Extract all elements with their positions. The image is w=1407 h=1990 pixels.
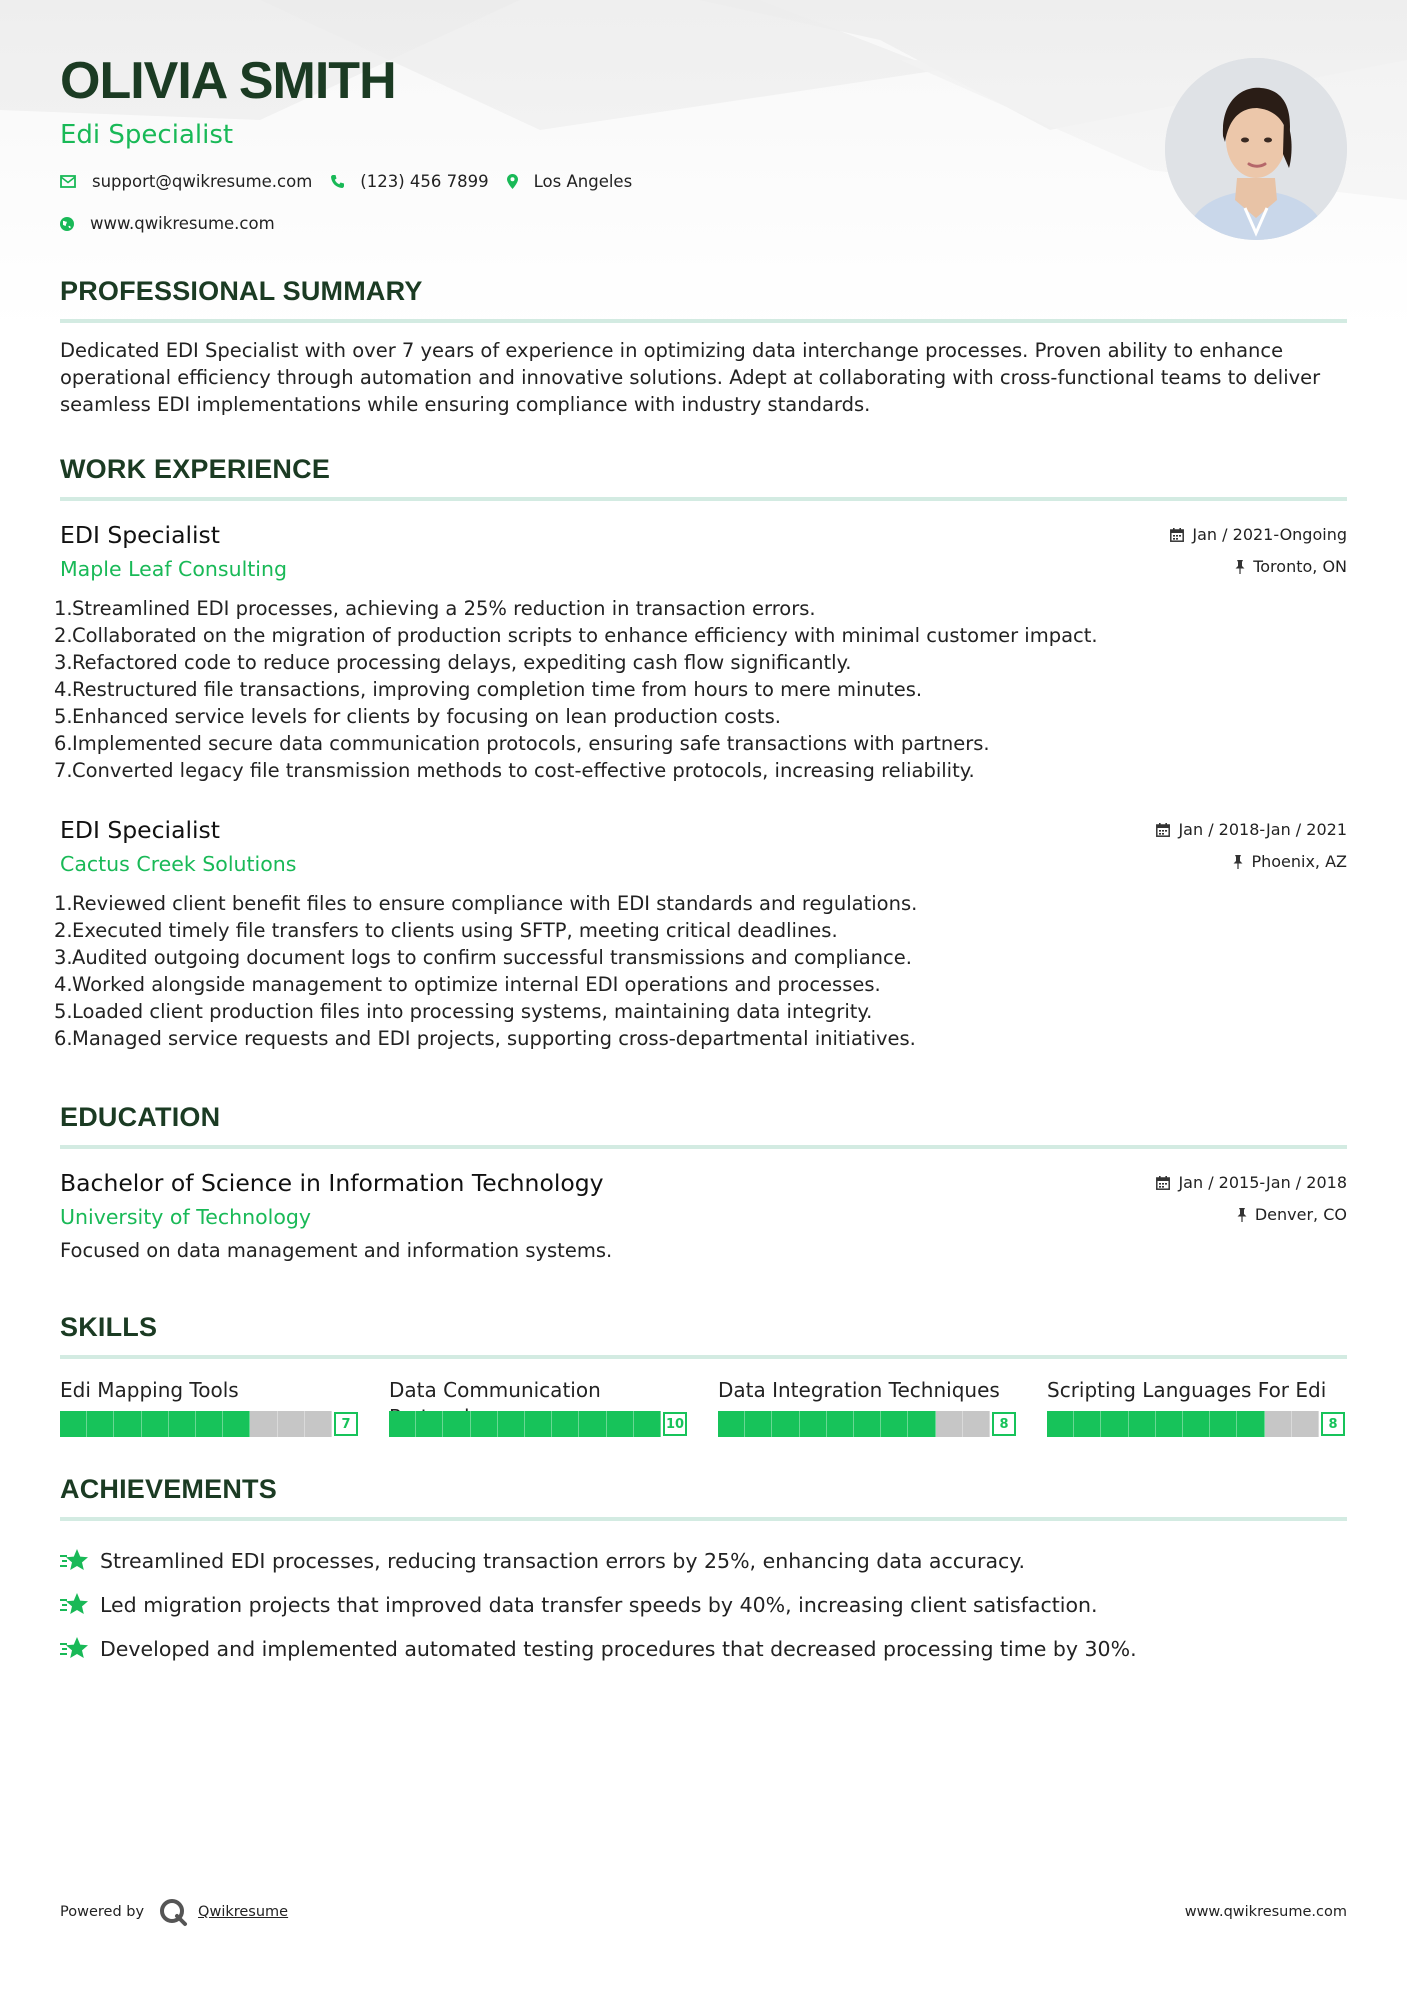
job-date	[1170, 525, 1347, 544]
section-title-achievements: ACHIEVEMENTS	[60, 1474, 277, 1504]
skill-segment	[471, 1411, 498, 1437]
skill-segment	[1129, 1411, 1156, 1437]
summary-text: Dedicated EDI Specialist with over 7 years of experience in optimizing data interchange processes. Proven ability to enhance operational efficiency through automation and innovative solutions. Adept at collaborating with cross-functional teams to deliver seamless EDI implementations while ensuring compliance with industry standards.	[60, 339, 1321, 416]
list-number: 7.	[54, 759, 73, 782]
contact-website	[60, 214, 275, 233]
section-divider	[60, 319, 1347, 323]
education-entry	[60, 1167, 1347, 1262]
education-description: Focused on data management and information systems.	[60, 1239, 613, 1262]
achievement-text: Developed and implemented automated testing procedures that decreased processing time by 30%.	[100, 1637, 1137, 1661]
skill-segment	[250, 1411, 277, 1437]
globe-icon	[60, 217, 74, 231]
skill-segment	[745, 1411, 772, 1437]
contact-phone	[330, 172, 488, 191]
list-number: 4.	[54, 973, 73, 996]
skill-segment	[1183, 1411, 1210, 1437]
list-item	[54, 730, 1347, 757]
skill-segment	[498, 1411, 525, 1437]
skill-segment	[1101, 1411, 1128, 1437]
pushpin-icon	[1233, 855, 1243, 869]
list-item	[54, 757, 1347, 784]
list-item-text: Worked alongside management to optimize internal EDI operations and processes.	[72, 973, 881, 996]
skill-segment	[1237, 1411, 1264, 1437]
skill-score-badge: 8	[1321, 1412, 1345, 1436]
powered-by	[60, 1897, 288, 1927]
job-list	[54, 519, 1347, 1052]
skill-name: Scripting Languages For Edi	[1047, 1378, 1327, 1402]
achievement-text: Led migration projects that improved data transfer speeds by 40%, increasing client satisfaction.	[100, 1593, 1098, 1617]
candidate-name: OLIVIA SMITH	[60, 52, 396, 110]
star-achievement-icon	[60, 1548, 88, 1574]
skill-segment	[881, 1411, 908, 1437]
skill-segment	[579, 1411, 606, 1437]
skill-item	[60, 1377, 360, 1438]
brand-link[interactable]: Qwikresume	[198, 1904, 289, 1920]
section-title-summary: PROFESSIONAL SUMMARY	[60, 276, 423, 306]
skill-segment	[552, 1411, 579, 1437]
achievement-item	[60, 1583, 1347, 1627]
job-location-text: Phoenix, AZ	[1251, 852, 1347, 871]
skill-segment	[718, 1411, 745, 1437]
section-title-experience: WORK EXPERIENCE	[60, 454, 331, 484]
list-number: 6.	[54, 1027, 73, 1050]
qwikresume-logo-icon	[158, 1897, 188, 1927]
job-date-text: Jan / 2021-Ongoing	[1192, 525, 1347, 544]
skill-segment	[908, 1411, 935, 1437]
job-title: EDI Specialist	[60, 521, 221, 549]
skill-name: Data Integration Techniques	[718, 1378, 1000, 1402]
calendar-icon	[1170, 528, 1184, 542]
skill-segment	[1047, 1411, 1074, 1437]
contact-email	[60, 172, 312, 191]
list-item-text: Audited outgoing document logs to confirm successful transmissions and compliance.	[72, 946, 912, 969]
responsibility-list	[54, 595, 1347, 784]
resume-header	[60, 0, 1347, 250]
skill-item	[1047, 1377, 1347, 1438]
job-entry	[54, 814, 1347, 1052]
list-number: 3.	[54, 946, 73, 969]
list-item	[54, 971, 1347, 998]
list-number: 1.	[54, 892, 73, 915]
skill-score-badge: 10	[663, 1412, 687, 1436]
summary-section	[60, 276, 1347, 418]
skill-segment	[634, 1411, 661, 1437]
pushpin-icon	[1237, 1208, 1247, 1222]
job-title: EDI Specialist	[60, 816, 221, 844]
contact-row-website	[60, 214, 293, 233]
skill-segments	[718, 1411, 990, 1437]
list-item	[54, 1025, 1347, 1052]
pushpin-icon	[1235, 560, 1245, 574]
list-item-text: Reviewed client benefit files to ensure compliance with EDI standards and regulations.	[72, 892, 918, 915]
job-header	[60, 814, 1347, 882]
skills-section	[60, 1312, 1347, 1438]
envelope-icon	[60, 175, 76, 188]
skill-segment	[525, 1411, 552, 1437]
list-number: 2.	[54, 624, 73, 647]
list-item-text: Collaborated on the migration of production scripts to enhance efficiency with minimal customer impact.	[72, 624, 1098, 647]
section-divider	[60, 1145, 1347, 1149]
experience-section	[54, 454, 1347, 1052]
phone-icon	[330, 174, 344, 189]
email-text[interactable]: support@qwikresume.com	[92, 172, 313, 191]
list-item	[54, 703, 1347, 730]
website-text[interactable]: www.qwikresume.com	[90, 214, 275, 233]
profile-photo	[1165, 58, 1347, 240]
list-number: 3.	[54, 651, 73, 674]
skill-segment	[278, 1411, 305, 1437]
candidate-title: Edi Specialist	[60, 120, 234, 150]
list-number: 5.	[54, 1000, 73, 1023]
skill-segment	[772, 1411, 799, 1437]
skill-segment	[963, 1411, 990, 1437]
star-achievement-icon	[60, 1592, 88, 1618]
job-entry	[54, 519, 1347, 784]
skill-score-badge: 7	[334, 1412, 358, 1436]
location-text: Los Angeles	[533, 172, 633, 191]
skill-segment	[223, 1411, 250, 1437]
skill-segment	[443, 1411, 470, 1437]
list-item	[54, 649, 1347, 676]
company-name: Cactus Creek Solutions	[60, 852, 297, 876]
footer-website[interactable]: www.qwikresume.com	[1184, 1904, 1347, 1920]
skill-segment	[389, 1411, 416, 1437]
list-item	[54, 676, 1347, 703]
achievements-section	[60, 1474, 1347, 1671]
skill-segment	[1074, 1411, 1101, 1437]
list-item-text: Implemented secure data communication protocols, ensuring safe transactions with partners.	[72, 732, 990, 755]
skill-score-badge: 8	[992, 1412, 1016, 1436]
list-item-text: Restructured file transactions, improving completion time from hours to mere minutes.	[72, 678, 923, 701]
skill-segment	[854, 1411, 881, 1437]
achievement-list	[60, 1539, 1347, 1671]
skill-segment	[196, 1411, 223, 1437]
list-number: 1.	[54, 597, 73, 620]
skill-segment	[305, 1411, 332, 1437]
list-item-text: Enhanced service levels for clients by focusing on lean production costs.	[72, 705, 781, 728]
skill-segment	[827, 1411, 854, 1437]
skill-item	[389, 1377, 689, 1438]
skill-rating-bar	[60, 1410, 360, 1438]
responsibility-list	[54, 890, 1347, 1052]
calendar-icon	[1156, 1176, 1170, 1190]
job-date-text: Jan / 2018-Jan / 2021	[1178, 820, 1347, 839]
skill-rating-bar	[1047, 1410, 1347, 1438]
company-name: Maple Leaf Consulting	[60, 557, 288, 581]
list-number: 6.	[54, 732, 73, 755]
skill-item	[718, 1377, 1018, 1438]
skill-segment	[800, 1411, 827, 1437]
contact-location	[507, 172, 633, 191]
list-number: 4.	[54, 678, 73, 701]
skill-segments	[389, 1411, 661, 1437]
skills-grid	[60, 1377, 1347, 1438]
achievement-text: Streamlined EDI processes, reducing transaction errors by 25%, enhancing data accuracy.	[100, 1549, 1026, 1573]
footer	[60, 1892, 1347, 1932]
skill-segment	[114, 1411, 141, 1437]
skill-segment	[936, 1411, 963, 1437]
section-divider	[60, 1355, 1347, 1359]
school-name: University of Technology	[60, 1205, 312, 1229]
job-location-text: Toronto, ON	[1253, 557, 1347, 576]
education-date-text: Jan / 2015-Jan / 2018	[1178, 1173, 1347, 1192]
degree-title: Bachelor of Science in Information Technology	[60, 1169, 604, 1197]
powered-by-label: Powered by	[60, 1904, 145, 1920]
skill-name: Edi Mapping Tools	[60, 1378, 239, 1402]
list-item-text: Managed service requests and EDI projects, supporting cross-departmental initiatives.	[72, 1027, 916, 1050]
skill-segment	[1292, 1411, 1319, 1437]
section-title-skills: SKILLS	[60, 1312, 158, 1342]
list-item	[54, 890, 1347, 917]
skill-segment	[60, 1411, 87, 1437]
skill-segments	[1047, 1411, 1319, 1437]
skill-segment	[416, 1411, 443, 1437]
skill-segment	[1156, 1411, 1183, 1437]
map-pin-icon	[507, 174, 518, 189]
job-location	[1235, 557, 1347, 576]
list-item	[54, 917, 1347, 944]
section-title-education: EDUCATION	[60, 1102, 221, 1132]
list-item	[54, 944, 1347, 971]
star-achievement-icon	[60, 1636, 88, 1662]
list-item-text: Refactored code to reduce processing delays, expediting cash flow significantly.	[72, 651, 852, 674]
education-location	[1237, 1205, 1347, 1224]
achievement-item	[60, 1539, 1347, 1583]
list-number: 2.	[54, 919, 73, 942]
list-item-text: Executed timely file transfers to clients using SFTP, meeting critical deadlines.	[72, 919, 838, 942]
contact-row	[60, 172, 650, 191]
achievement-item	[60, 1627, 1347, 1671]
phone-text[interactable]: (123) 456 7899	[360, 172, 489, 191]
list-item	[54, 998, 1347, 1025]
section-divider	[60, 497, 1347, 501]
list-item	[54, 622, 1347, 649]
education-date	[1156, 1173, 1347, 1192]
skill-segment	[87, 1411, 114, 1437]
portrait-image	[1165, 58, 1347, 240]
skill-segments	[60, 1411, 332, 1437]
education-section	[60, 1102, 1347, 1262]
skill-rating-bar	[389, 1410, 689, 1438]
job-date	[1156, 820, 1347, 839]
skill-segment	[1265, 1411, 1292, 1437]
job-header	[60, 519, 1347, 587]
list-item	[54, 595, 1347, 622]
list-item-text: Converted legacy file transmission methods to cost-effective protocols, increasing reliability.	[72, 759, 975, 782]
skill-segment	[1210, 1411, 1237, 1437]
calendar-icon	[1156, 823, 1170, 837]
skill-segment	[607, 1411, 634, 1437]
job-location	[1233, 852, 1347, 871]
skill-segment	[169, 1411, 196, 1437]
skill-segment	[142, 1411, 169, 1437]
education-location-text: Denver, CO	[1254, 1205, 1347, 1224]
skill-rating-bar	[718, 1410, 1018, 1438]
section-divider	[60, 1517, 1347, 1521]
skill-name: Data Communication	[389, 1378, 601, 1402]
list-number: 5.	[54, 705, 73, 728]
list-item-text: Loaded client production files into processing systems, maintaining data integrity.	[72, 1000, 873, 1023]
list-item-text: Streamlined EDI processes, achieving a 25% reduction in transaction errors.	[72, 597, 816, 620]
